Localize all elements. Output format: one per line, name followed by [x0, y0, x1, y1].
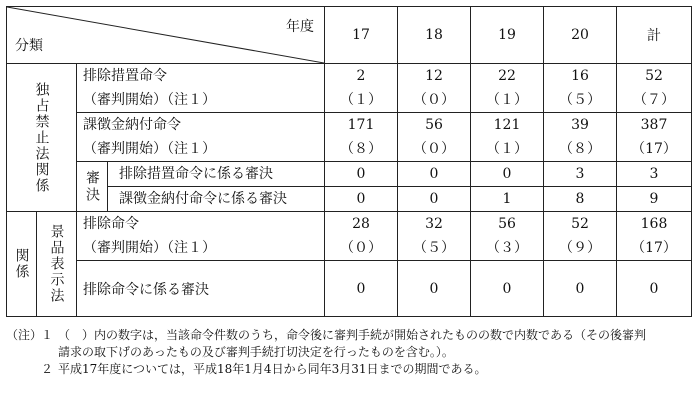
row-label: [77, 187, 325, 212]
value-cell: [325, 113, 398, 162]
value: 52: [645, 68, 663, 84]
group-label-text: 関係: [13, 248, 30, 280]
row-label-main: 排除措置命令: [83, 68, 167, 84]
shinketsu-label-text: 審決: [84, 169, 100, 204]
value-cell: [544, 113, 617, 162]
sub-value: （０）: [413, 141, 456, 157]
value-cell: [325, 212, 398, 261]
row-label-sub: （審判開始）（注１）: [83, 92, 216, 108]
row-label-main: 排除命令に係る審決: [83, 281, 209, 298]
year-header-label: 年度: [286, 19, 315, 35]
diagonal-line: [7, 7, 324, 63]
footnote-1-continued: 請求の取下げのあったもの及び審判手続打切決定を行ったものを含む。）。: [58, 345, 454, 359]
total-header: 計: [617, 7, 692, 64]
total-cell: [617, 113, 692, 162]
group-label-text: 独占禁止法関係: [33, 81, 50, 194]
footnote-spacer: [6, 361, 36, 378]
row-label-sub: （審判開始）（注１）: [83, 240, 216, 256]
value: 12: [425, 68, 443, 84]
value-cell: [544, 212, 617, 261]
value: 32: [425, 216, 443, 232]
row-label: [77, 261, 325, 317]
footnote-text: 平成17年度については，平成18年1月4日から同年3月31日までの期間である。: [58, 362, 487, 376]
value: 16: [571, 68, 589, 84]
year-header: 20: [544, 7, 617, 64]
sub-value: （１）: [486, 92, 529, 108]
sub-value: （８）: [340, 141, 383, 157]
premiums-group-inner-label: [37, 212, 77, 317]
value: 171: [347, 117, 375, 133]
value: 121: [493, 117, 521, 133]
sub-value: （５）: [559, 92, 602, 108]
table-row: [7, 113, 692, 162]
sub-value: （０）: [413, 92, 456, 108]
row-label-main: 排除命令: [83, 216, 139, 232]
row-label-main: 排除措置命令に係る審決: [119, 166, 273, 182]
footnote-2: [6, 361, 694, 378]
premiums-group-outer-label: [7, 212, 37, 317]
header-row: [7, 7, 692, 64]
sub-value: （８）: [559, 141, 602, 157]
total-cell: [617, 212, 692, 261]
value: 2: [356, 68, 366, 84]
sub-value: （９）: [559, 240, 602, 256]
value-cell: 1: [471, 187, 544, 212]
table-row: [7, 187, 692, 212]
sub-value: （１）: [340, 92, 383, 108]
sub-value: （５）: [413, 240, 456, 256]
value: 22: [498, 68, 516, 84]
value-cell: 0: [325, 162, 398, 187]
sub-value: （３）: [486, 240, 529, 256]
value-cell: 0: [325, 187, 398, 212]
sub-value: （17）: [631, 141, 677, 157]
row-label: [77, 113, 325, 162]
group-label-text: 景品表示法: [48, 224, 65, 304]
category-header-label: 分類: [15, 38, 43, 54]
value-cell: 0: [325, 261, 398, 317]
value: 387: [640, 117, 668, 133]
value-cell: [325, 64, 398, 113]
value-cell: [471, 64, 544, 113]
footnote-number: ２: [40, 362, 53, 376]
value-cell: 0: [471, 162, 544, 187]
footnote-number: １: [40, 328, 53, 342]
row-label-sub: （審判開始）（注１）: [83, 141, 216, 157]
total-cell: 3: [617, 162, 692, 187]
value: 52: [571, 216, 589, 232]
value-cell: 0: [398, 261, 471, 317]
value-cell: [471, 212, 544, 261]
footnote-prefix: （注）: [6, 328, 43, 342]
value-cell: 0: [398, 162, 471, 187]
table-row: [7, 261, 692, 317]
year-header: 17: [325, 7, 398, 64]
row-label: [77, 212, 325, 261]
total-cell: 9: [617, 187, 692, 212]
sub-value: （17）: [631, 240, 677, 256]
footnote-text: （ ）内の数字は，当該命令件数のうち，命令後に審判手続が開始されたものの数で内数である（その後審判: [58, 328, 647, 342]
value-cell: 0: [398, 187, 471, 212]
table-row: [7, 212, 692, 261]
value-cell: 3: [544, 162, 617, 187]
row-label-main: 課徴金納付命令: [83, 117, 181, 133]
sub-value: （７）: [633, 92, 676, 108]
header-diagonal-cell: [7, 7, 325, 64]
table-row: [7, 64, 692, 113]
value-cell: [544, 64, 617, 113]
year-header: 18: [398, 7, 471, 64]
value-cell: [398, 64, 471, 113]
shinketsu-label: [77, 162, 108, 211]
value-cell: [398, 113, 471, 162]
total-cell: [617, 64, 692, 113]
row-label: [77, 64, 325, 113]
footnotes: [6, 327, 694, 378]
value: 168: [640, 216, 668, 232]
total-cell: 0: [617, 261, 692, 317]
sub-value: （０）: [340, 240, 383, 256]
row-label-main: 課徴金納付命令に係る審決: [119, 191, 287, 207]
table-row: [7, 162, 692, 187]
value: 56: [425, 117, 443, 133]
value-cell: 8: [544, 187, 617, 212]
value-cell: [471, 113, 544, 162]
antimonopoly-group-label: [7, 64, 77, 212]
value: 28: [352, 216, 370, 232]
value-cell: 0: [544, 261, 617, 317]
statistics-table: [6, 6, 692, 317]
sub-value: （１）: [486, 141, 529, 157]
footnote-1: [6, 327, 694, 344]
year-header: 19: [471, 7, 544, 64]
value: 56: [498, 216, 516, 232]
value-cell: 0: [471, 261, 544, 317]
value: 39: [571, 117, 589, 133]
value-cell: [398, 212, 471, 261]
